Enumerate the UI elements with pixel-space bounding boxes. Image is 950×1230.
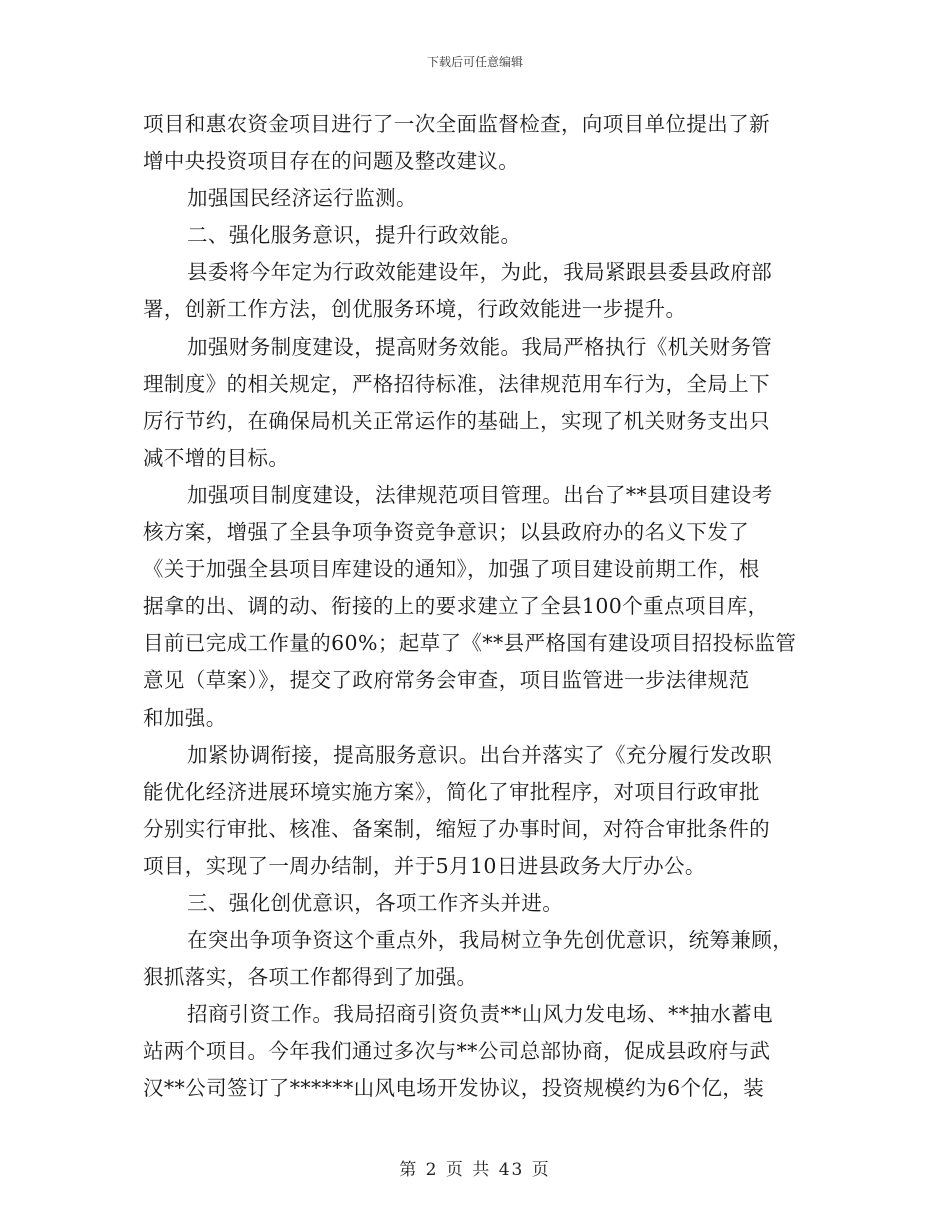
paragraph — [143, 329, 811, 477]
text-line: 加强项目制度建设，法律规范项目管理。出台了**县项目建设考 — [187, 482, 773, 507]
text-line: 三、强化创优意识，各项工作齐头并进。 — [187, 890, 564, 915]
paragraph — [143, 737, 811, 885]
text-line: 目前已完成工作量的60%；起草了《**县严格国有建设项目招投标监管 — [143, 631, 797, 656]
paragraph — [143, 180, 811, 217]
text-line: 减不增的目标。 — [143, 445, 290, 470]
text-line: 理制度》的相关规定，严格招待标准，法律规范用车行为，全局上下 — [143, 371, 770, 396]
paragraph — [143, 996, 811, 1107]
text-line: 二、强化服务意识，提升行政效能。 — [187, 223, 522, 248]
text-line: 《关于加强全县项目库建设的通知》，加强了项目建设前期工作，根 — [143, 557, 760, 582]
text-line: 县委将今年定为行政效能建设年，为此，我局紧跟县委县政府部 — [187, 260, 773, 285]
text-line: 厉行节约，在确保局机关正常运作的基础上，实现了机关财务支出只 — [143, 408, 770, 433]
text-line: 在突出争项争资这个重点外，我局树立争先创优意识，统筹兼顾， — [187, 928, 794, 953]
text-line: 署，创新工作方法，创优服务环境，行政效能进一步提升。 — [143, 297, 687, 322]
paragraph — [143, 885, 811, 922]
text-line: 加紧协调衔接，提高服务意识。出台并落实了《充分履行发改职 — [187, 742, 773, 767]
paragraph — [143, 922, 811, 996]
text-line: 意见（草案）》，提交了政府常务会审查，项目监管进一步法律规范 — [143, 668, 750, 693]
text-line: 汉**公司签订了******山风电场开发协议，投资规模约为6个亿，装 — [143, 1076, 765, 1101]
text-line: 据拿的出、调的动、衔接的上的要求建立了全县100个重点项目库， — [143, 594, 769, 619]
page-number: 第 2 页 共 43 页 — [399, 1160, 551, 1180]
text-line: 加强国民经济运行监测。 — [187, 186, 417, 211]
text-line: 增中央投资项目存在的问题及整改建议。 — [143, 149, 520, 174]
text-line: 和加强。 — [143, 705, 227, 730]
text-line: 加强财务制度建设，提高财务效能。我局严格执行《机关财务管 — [187, 334, 773, 359]
text-line: 站两个项目。今年我们通过多次与**公司总部协商，促成县政府与武 — [143, 1039, 771, 1064]
text-line: 项目和惠农资金项目进行了一次全面监督检查，向项目单位提出了新 — [143, 112, 770, 136]
text-line: 分别实行审批、核准、备案制，缩短了办事时间，对符合审批条件的 — [143, 816, 770, 841]
text-line: 核方案，增强了全县争项争资竞争意识；以县政府办的名义下发了 — [143, 520, 750, 545]
paragraph — [143, 217, 811, 254]
text-line: 项目，实现了一周办结制，并于5月10日进县政务大厅办公。 — [143, 853, 706, 878]
document-body — [143, 106, 811, 1108]
paragraph — [143, 106, 811, 180]
paragraph — [143, 477, 811, 737]
text-line: 招商引资工作。我局招商引资负责**山风力发电场、**抽水蓄电 — [187, 1002, 773, 1027]
text-line: 狠抓落实，各项工作都得到了加强。 — [143, 965, 478, 990]
page-header: 下载后可任意编辑 — [426, 55, 523, 69]
paragraph — [143, 254, 811, 328]
text-line: 能优化经济进展环境实施方案》，简化了审批程序，对项目行政审批 — [143, 779, 760, 804]
